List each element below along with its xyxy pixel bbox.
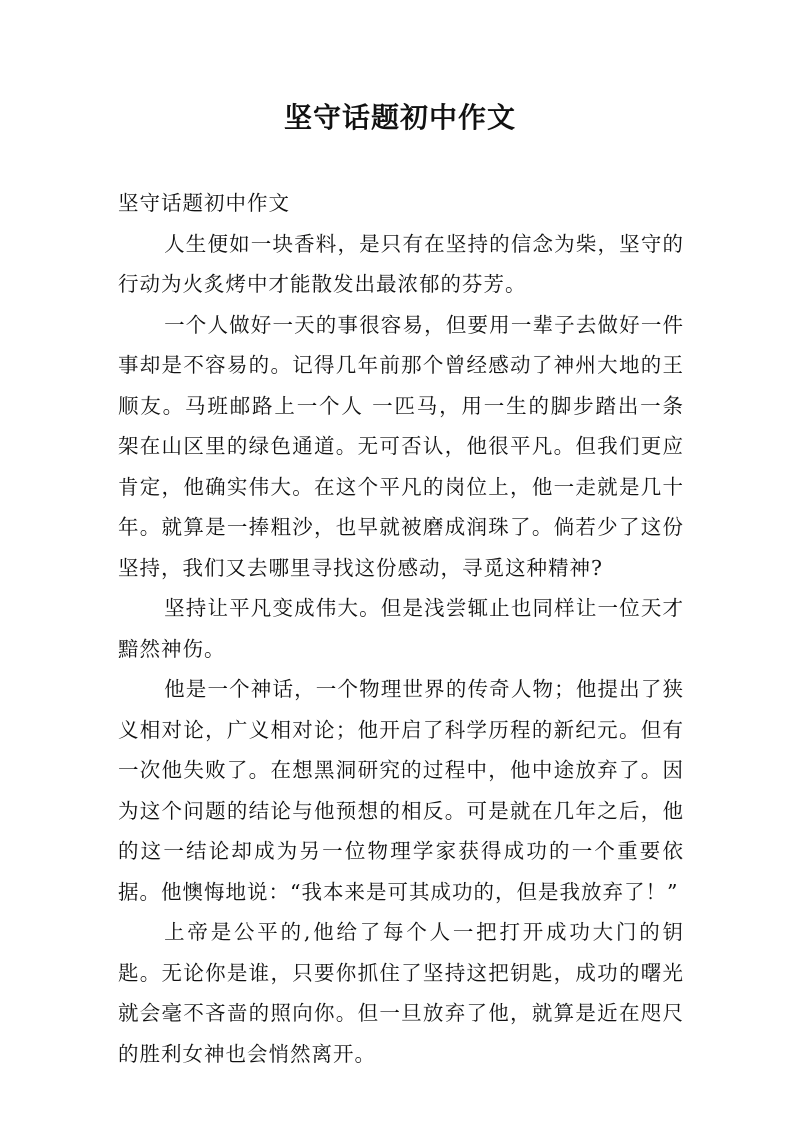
paragraph-4: 他是一个神话，一个物理世界的传奇人物；他提出了狭义相对论，广义相对论；他开启了科学历程的新纪元。但有一次他失败了。在想黑洞研究的过程中，他中途放弃了。因为这个问题的结论与他预想的相反。可是就在几年之后，他的这一结论却成为另一位物理学家获得成功的一个重要依据。他懊悔地说：“我本来是可其成功的，但是我放弃了！”	[118, 677, 684, 904]
page-title: 坚守话题初中作文	[283, 101, 516, 134]
paragraph-3: 坚持让平凡变成伟大。但是浅尝辄止也同样让一位天才黯然神伤。	[118, 596, 684, 661]
paragraph-1: 人生便如一块香料，是只有在坚持的信念为柴，坚守的行动为火炙烤中才能散发出最浓郁的芬芳。	[118, 231, 684, 296]
paragraph-5: 上帝是公平的,他给了每个人一把打开成功大门的钥匙。无论你是谁，只要你抓住了坚持这把钥匙，成功的曙光就会毫不吝啬的照向你。但一旦放弃了他，就算是近在咫尺的胜利女神也会悄然离开。	[118, 920, 684, 1066]
document-body	[118, 183, 684, 1074]
paragraph-2: 一个人做好一天的事很容易，但要用一辈子去做好一件事却是不容易的。记得几年前那个曾经感动了神州大地的王顺友。马班邮路上一个人 一匹马，用一生的脚步踏出一条架在山区里的绿色通道。无可否认，他很平凡。但我们更应肯定，他确实伟大。在这个平凡的岗位上，他一走就是几十年。就算是一捧粗沙，也早就被磨成润珠了。倘若少了这份坚持，我们又去哪里寻找这份感动，寻觅这种精神?	[118, 312, 684, 580]
essay-subtitle: 坚守话题初中作文	[118, 191, 290, 215]
